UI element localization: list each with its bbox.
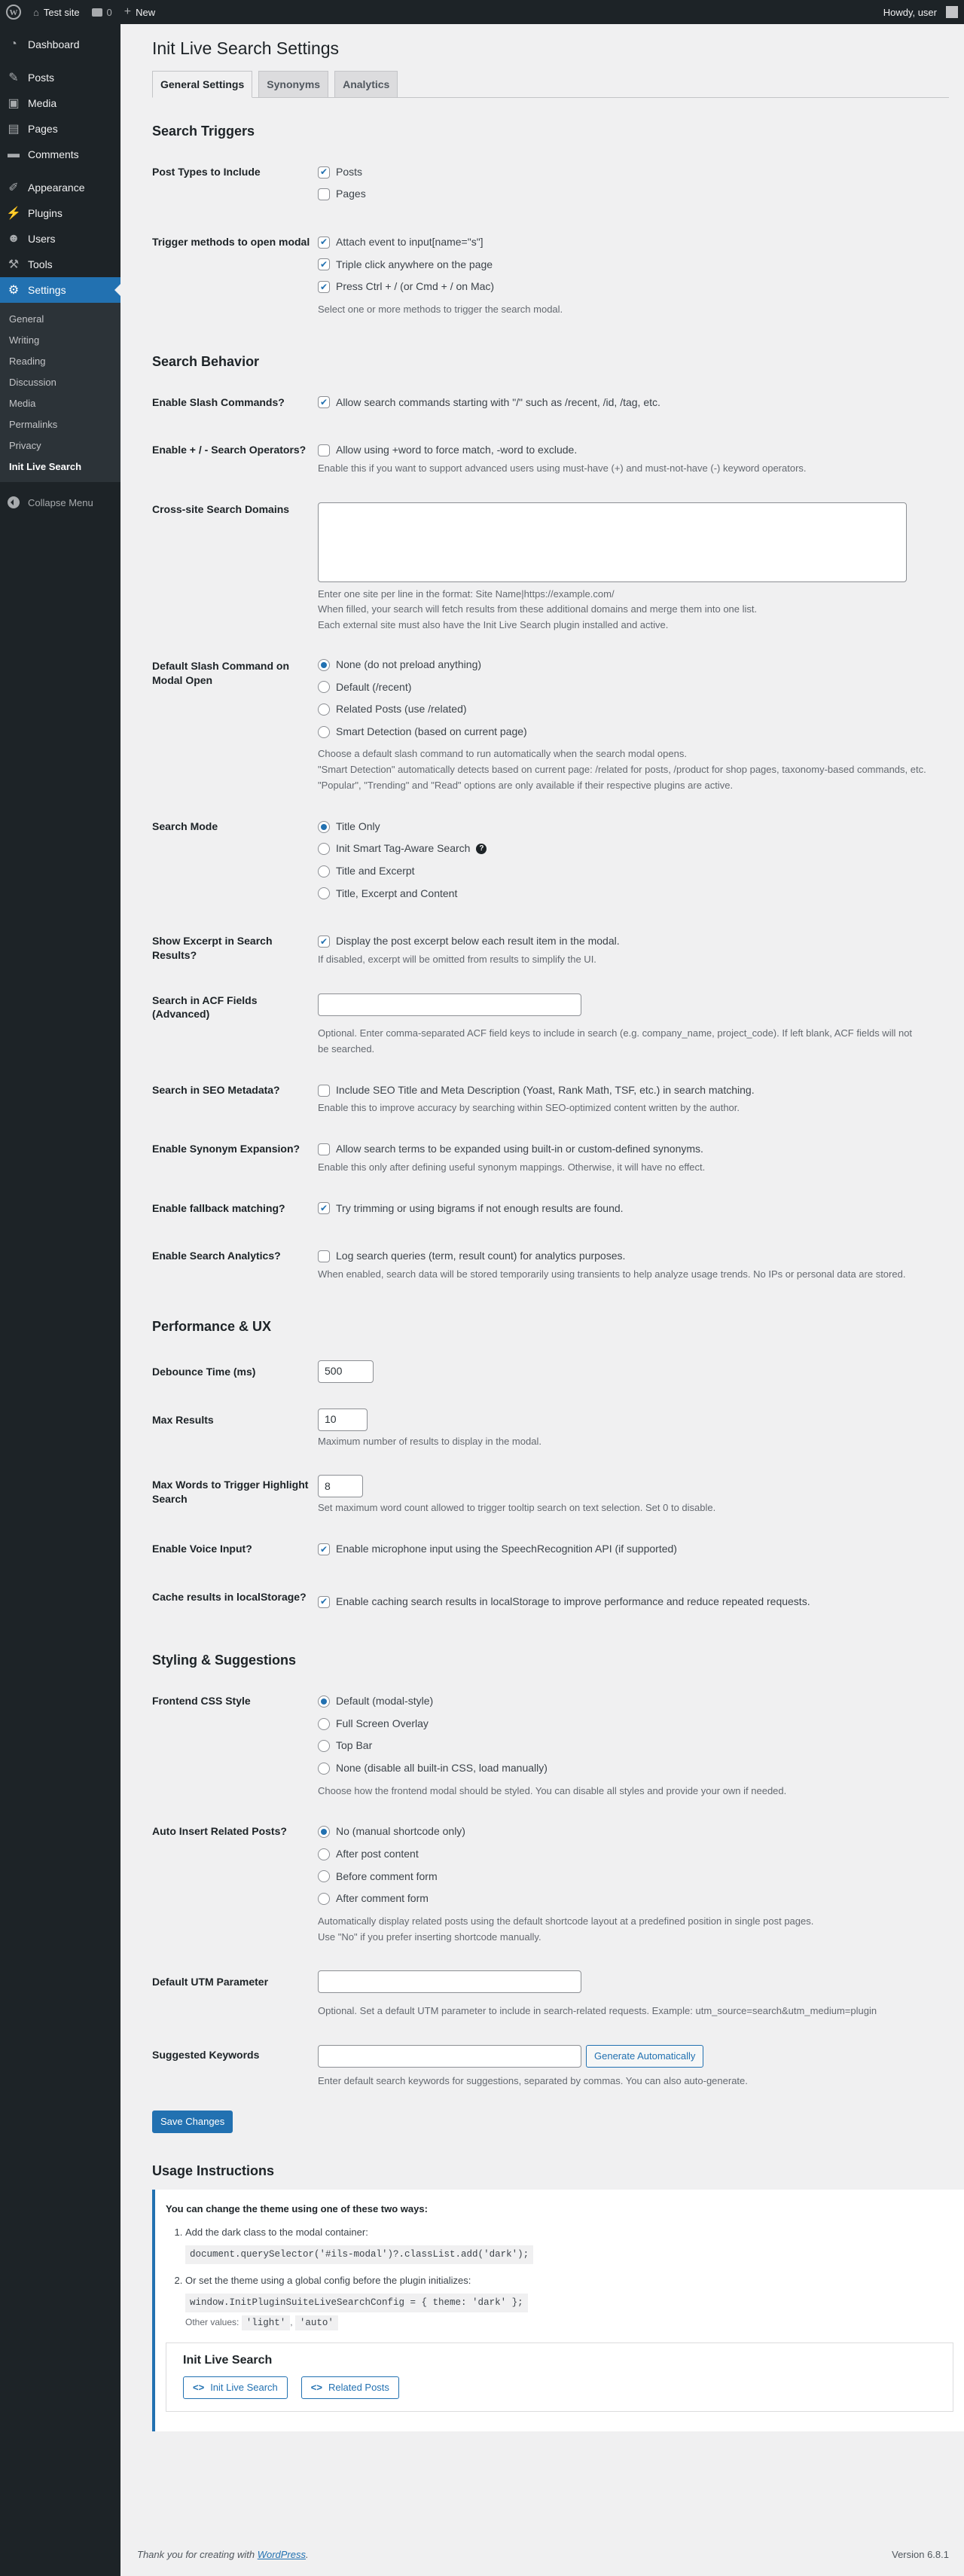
list-item: 1. Add the dark class to the modal container: document.querySelector('#ils-modal')?.classList.add('dark'); [185,2225,953,2264]
avatar [946,6,958,18]
field-max-results: Max Results 10 Maximum number of results to display in the modal. [136,1393,949,1460]
settings-submenu [0,303,120,482]
related-posts-shortcode-button[interactable]: <> Related Posts [301,2376,399,2399]
usage-instructions-box: You can change the theme using one of these two ways: 1. Add the dark class to the modal container: document.querySelector('#ils-modal')?.classList.add('dark'); 2. Or set the theme using a global config before the plugin initializes: window.InitPluginSuiteLiveSearchConfig = { theme: 'dark' }; Other values: 'light' , 'auto' Init Live Search <> Init Live Search <> Related Posts [152,2190,964,2431]
seo-metadata-checkbox[interactable] [318,1085,330,1097]
show-excerpt-checkbox[interactable]: ✔ [318,935,330,948]
field-suggested-keywords: Suggested Keywords Generate Automatically Enter default search keywords for suggestions, separated by commas. You can also auto-generate. [136,2030,949,2100]
trigger-triple-click-checkbox[interactable]: ✔ [318,258,330,270]
svg-text:W: W [9,8,18,17]
voice-input-checkbox[interactable]: ✔ [318,1543,330,1555]
slash-commands-checkbox[interactable]: ✔ [318,396,330,408]
comment-icon: ▬ [8,148,20,160]
tab-general-settings[interactable]: General Settings [152,71,252,98]
submenu-item-media[interactable]: Media [9,397,36,409]
field-post-types: Post Types to Include ✔ Posts Pages [152,165,366,200]
field-fallback-matching: Enable fallback matching? ✔ Try trimming or using bigrams if not enough results are found. [152,1201,624,1214]
menu-item-pages[interactable]: ▤ Pages [0,116,120,142]
cache-results-checkbox[interactable]: ✔ [318,1596,330,1608]
search-mode-smart-tag-radio[interactable] [318,843,330,855]
code-global-config: window.InitPluginSuiteLiveSearchConfig = { theme: 'dark' }; [185,2294,528,2312]
fallback-matching-checkbox[interactable]: ✔ [318,1202,330,1214]
save-changes-button[interactable]: Save Changes [152,2111,233,2133]
auto-insert-after-comment-radio[interactable] [318,1893,330,1905]
usage-instructions-heading: Usage Instructions [152,2162,275,2178]
submenu-item-permalinks[interactable]: Permalinks [9,418,58,430]
field-default-slash-command: Default Slash Command on Modal Open None (do not preload anything) Default (/recent) Related Posts (use /related) Smart Detection (based on current page) Choose a default slash command to run automatically when the search modal opens. "Smart Detection" automatically detects based on current page: /related for posts, /product for shop pages, taxonomy-based commands, etc. "Popular", "Trending" and "Read" options are only available if their respective plugins are active. [152,658,926,791]
field-cache-results: Cache results in localStorage? ✔ Enable caching search results in localStorage to improve performance and reduce repeated requests. [152,1590,810,1607]
field-auto-insert-related: Auto Insert Related Posts? No (manual shortcode only) After post content Before comment form After comment form Automatically display related posts using the default shortcode layout at a predefined position in single post pages. Use "No" if you prefer inserting shortcode manually. [152,1825,814,1943]
search-mode-title-radio[interactable] [318,821,330,833]
footer-thanks: Thank you for creating with WordPress. [137,2549,309,2560]
admin-footer [120,2549,964,2560]
section-heading-search-behavior: Search Behavior [152,353,260,369]
menu-item-appearance[interactable]: ✐ Appearance [0,175,120,200]
admin-sidebar [0,24,120,2576]
field-seo-metadata: Search in SEO Metadata? Include SEO Title and Meta Description (Yoast, Rank Math, TSF, etc.) in search matching. Enable this to improve accuracy by searching within SEO-optimized content written by the author. [152,1083,755,1114]
default-slash-smart-radio[interactable] [318,726,330,738]
wordpress-logo-icon[interactable] [0,0,27,24]
menu-item-media[interactable]: ▣ Media [0,90,120,116]
max-words-input[interactable]: 8 [318,1475,363,1497]
comment-bubble-icon [92,8,102,17]
code-dark-class: document.querySelector('#ils-modal')?.classList.add('dark'); [185,2245,533,2264]
tab-analytics[interactable]: Analytics [334,71,398,98]
menu-item-comments[interactable]: ▬ Comments [8,148,79,160]
generate-automatically-button[interactable]: Generate Automatically [586,2045,703,2068]
home-icon: ⌂ [33,6,39,18]
settings-tabs [152,69,949,98]
cross-site-domains-textarea[interactable] [318,502,907,582]
shortcode-box: Init Live Search <> Init Live Search <> Related Posts [166,2343,953,2412]
search-analytics-checkbox[interactable] [318,1250,330,1262]
field-debounce-time: Debounce Time (ms) 500 [136,1345,949,1393]
css-topbar-radio[interactable] [318,1740,330,1752]
menu-item-users[interactable]: ☻ Users [7,232,56,245]
default-slash-related-radio[interactable] [318,704,330,716]
collapse-icon [8,496,20,508]
comments-link[interactable]: 0 [86,0,118,24]
brush-icon: ✐ [8,182,19,194]
footer-version: Version 6.8.1 [892,2549,949,2560]
collapse-menu-button[interactable]: Collapse Menu [0,490,120,515]
media-icon: ▣ [8,97,20,110]
new-content-link[interactable]: + New [124,5,156,18]
search-mode-full-radio[interactable] [318,887,330,899]
trigger-shortcut-checkbox[interactable]: ✔ [318,281,330,293]
acf-fields-input[interactable] [318,993,581,1016]
submenu-item-writing[interactable]: Writing [9,334,40,346]
auto-insert-before-comment-radio[interactable] [318,1870,330,1882]
code-brackets-icon: <> [310,2382,322,2394]
other-values: Other values: 'light' , 'auto' [185,2315,953,2330]
auto-insert-after-content-radio[interactable] [318,1848,330,1860]
plus-icon: + [124,5,132,18]
trigger-input-checkbox[interactable]: ✔ [318,237,330,249]
field-search-analytics: Enable Search Analytics? Log search queries (term, result count) for analytics purposes. When enabled, search data will be stored temporarily using transients to help analyze usage trends. No IPs or personal data are stored. [152,1250,906,1280]
synonym-expansion-checkbox[interactable] [318,1143,330,1155]
dashboard-icon: ◔ [10,38,17,50]
submenu-item-discussion[interactable]: Discussion [9,376,56,388]
pin-icon: ✎ [8,72,19,84]
wordpress-link[interactable]: WordPress [257,2549,306,2560]
site-name-link[interactable]: ⌂ Test site [33,6,80,18]
wrench-icon: ⚒ [8,258,20,271]
pages-icon: ▤ [8,123,20,136]
submenu-item-general[interactable]: General [9,313,44,325]
user-icon: ☻ [7,232,20,245]
plug-icon: ⚡ [6,207,21,220]
menu-item-plugins[interactable]: ⚡ Plugins [6,207,63,220]
list-item: 2. Or set the theme using a global config before the plugin initializes: window.InitPluginSuiteLiveSearchConfig = { theme: 'dark' }; Other values: 'light' , 'auto' [185,2273,953,2330]
submenu-item-reading[interactable]: Reading [9,355,46,367]
field-cross-site-domains: Cross-site Search Domains Enter one site per line in the format: Site Name|https://example.com/ When filled, your search will fetch results from these additional domains and merge them into one list. Each external site must also have the Init Live Search plugin installed and active. [136,487,949,644]
menu-item-posts[interactable]: ✎ Posts [0,65,120,90]
init-live-search-shortcode-button[interactable]: <> Init Live Search [183,2376,288,2399]
section-heading-search-triggers: Search Triggers [152,123,255,139]
field-frontend-css-style: Frontend CSS Style Default (modal-style) Full Screen Overlay Top Bar None (disable all built-in CSS, load manually) Choose how the frontend modal should be styled. You can disable all styles and provide your own if needed. [152,1695,787,1796]
submenu-item-privacy[interactable]: Privacy [9,439,41,451]
section-heading-styling: Styling & Suggestions [152,1653,297,1668]
menu-item-dashboard[interactable]: ◔ Dashboard [0,32,120,57]
search-operators-checkbox[interactable] [318,444,330,456]
field-acf: Search in ACF Fields (Advanced) Optional. Enter comma-separated ACF field keys to include in search (e.g. company_name, project_code). If left blank, ACF fields will not be searched. [152,993,913,1055]
field-trigger-methods: Trigger methods to open modal ✔ Attach event to input[name="s"] ✔ Triple click anywhere on the page ✔ Press Ctrl + / (or Cmd + / on Mac) Select one or more methods to trigger the search modal. [152,236,563,315]
field-slash-commands: Enable Slash Commands? ✔ Allow search commands starting with "/" such as /recent, /id, /tag, etc. [152,395,660,408]
field-default-utm: Default UTM Parameter Optional. Set a default UTM parameter to include in search-related requests. Example: utm_source=search&utm_medium=plugin [136,1955,949,2029]
tab-synonyms[interactable]: Synonyms [258,71,328,98]
debounce-time-input[interactable]: 500 [318,1360,374,1383]
suggested-keywords-input[interactable] [318,2045,581,2068]
css-fullscreen-radio[interactable] [318,1718,330,1730]
menu-item-tools[interactable]: ⚒ Tools [0,252,120,277]
field-search-operators: Enable + / - Search Operators? Allow using +word to force match, -word to exclude. Enable this if you want to support advanced users using must-have (+) and must-not-have (-) keyword operators. [152,444,807,474]
help-icon[interactable]: ? [476,844,487,854]
field-synonym-expansion: Enable Synonym Expansion? Allow search terms to be expanded using built-in or custom-defined synonyms. Enable this only after defining useful synonym mappings. Otherwise, it will have no effect. [152,1143,706,1173]
css-default-radio[interactable] [318,1695,330,1708]
default-slash-none-radio[interactable] [318,659,330,671]
search-mode-title-excerpt-radio[interactable] [318,865,330,877]
field-search-mode: Search Mode Title Only Init Smart Tag-Aware Search ? Title and Excerpt Title, Excerpt and Content [136,804,949,919]
field-voice-input: Enable Voice Input? ✔ Enable microphone input using the SpeechRecognition API (if supported) [152,1543,677,1555]
max-results-input[interactable]: 10 [318,1409,368,1431]
admin-bar [0,0,964,24]
default-utm-input[interactable] [318,1970,581,1993]
field-max-words: Max Words to Trigger Highlight Search 8 Set maximum word count allowed to trigger tooltip search on text selection. Set 0 to disable. [136,1460,949,1527]
auto-insert-no-radio[interactable] [318,1826,330,1838]
settings-icon: ⚙ [8,284,20,297]
page-title: Init Live Search Settings [152,38,340,58]
submenu-item-init-live-search[interactable]: Init Live Search [9,460,82,472]
default-slash-recent-radio[interactable] [318,681,330,693]
my-account-link[interactable]: Howdy, user [877,0,964,24]
code-brackets-icon: <> [193,2382,205,2394]
section-heading-performance: Performance & UX [152,1318,272,1334]
post-type-pages-checkbox[interactable] [318,188,330,200]
post-type-posts-checkbox[interactable]: ✔ [318,166,330,179]
field-show-excerpt: Show Excerpt in Search Results? ✔ Display the post excerpt below each result item in the modal. If disabled, excerpt will be omitted from results to simplify the UI. [152,935,620,965]
menu-item-settings[interactable]: ⚙ Settings [0,277,120,303]
css-none-radio[interactable] [318,1763,330,1775]
main-content [120,24,964,2431]
